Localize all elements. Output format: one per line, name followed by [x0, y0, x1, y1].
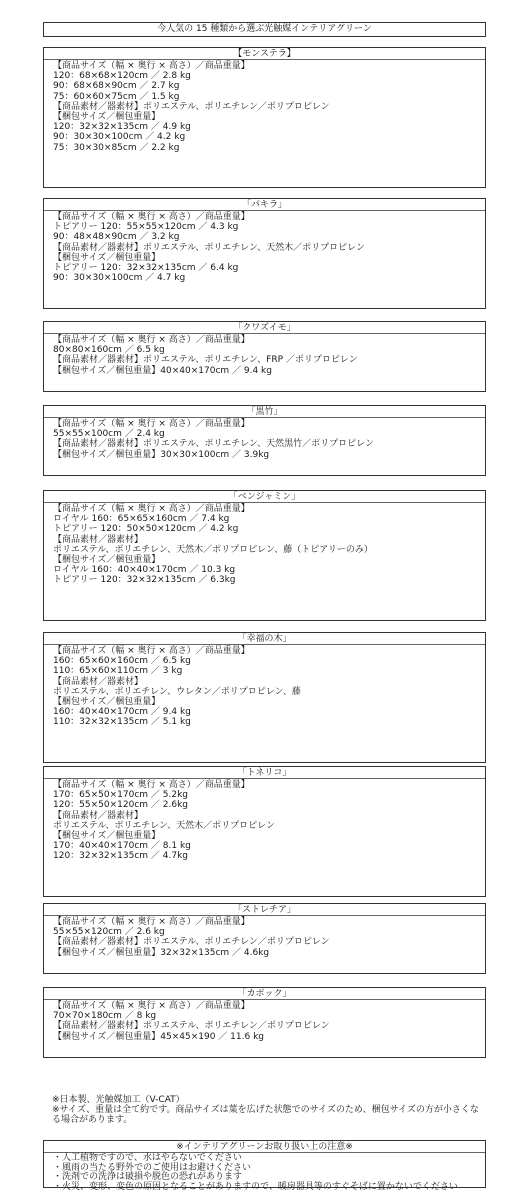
spec-line: 【商品素材／器素材】ポリエステル、ポリエチレン、天然木／ポリプロピレン: [53, 242, 365, 253]
product-spec-list: [44, 1000, 485, 1042]
spec-line: 【梱包サイズ／梱包重量】45×45×190 ／ 11.6 kg: [53, 1031, 264, 1042]
page-title: 今人気の 15 種類から選ぶ光触媒インテリアグリーン: [43, 22, 486, 37]
spec-line: トピアリー 120：55×55×120cm ／ 4.3 kg: [53, 222, 239, 233]
spec-line: 110：32×32×135cm ／ 5.1 kg: [53, 717, 191, 728]
product-box: [43, 47, 486, 188]
product-name: 「ストレチア」: [44, 904, 485, 916]
care-item: ・洗剤での洗浄は破損や脱色の恐れがあります: [53, 1172, 243, 1183]
care-title: ※インテリアグリーンお取り扱い上の注意※: [44, 1141, 485, 1153]
spec-line: 90：30×30×100cm ／ 4.2 kg: [53, 132, 186, 143]
product-spec-list: [44, 418, 485, 460]
spec-line: 55×55×100cm ／ 2.4 kg: [53, 429, 165, 440]
spec-line: 【梱包サイズ／梱包重量】40×40×170cm ／ 9.4 kg: [53, 365, 272, 376]
spec-line: トピアリー 120：50×50×120cm ／ 4.2 kg: [53, 524, 239, 535]
product-name: 「ベンジャミン」: [44, 491, 485, 503]
spec-line: 170：65×50×170cm ／ 5.2kg: [53, 790, 189, 801]
spec-line: 【商品サイズ（幅 × 奥行 × 高さ）／商品重量】: [53, 419, 250, 429]
product-name: 【モンステラ】: [44, 48, 485, 60]
spec-line: 【商品サイズ（幅 × 奥行 × 高さ）／商品重量】: [53, 61, 250, 71]
product-box: [43, 321, 486, 392]
product-spec-list: [44, 779, 485, 862]
spec-line: 【商品素材／器素材】ポリエステル、ポリエチレン／ポリプロピレン: [53, 937, 330, 948]
spec-line: トピアリー 120：32×32×135cm ／ 6.3kg: [53, 575, 236, 586]
spec-line: 【商品サイズ（幅 × 奥行 × 高さ）／商品重量】: [53, 646, 250, 656]
spec-line: 70×70×180cm ／ 8 kg: [53, 1011, 157, 1022]
product-name: 「トネリコ」: [44, 767, 485, 779]
product-box: [43, 405, 486, 476]
spec-line: ロイヤル 160：65×65×160cm ／ 7.4 kg: [53, 514, 230, 525]
spec-line: ポリエステル、ポリエチレン、天然木／ポリプロピレン、藤（トピアリーのみ）: [53, 544, 373, 555]
spec-line: 【商品サイズ（幅 × 奥行 × 高さ）／商品重量】: [53, 1001, 250, 1011]
product-spec-list: [44, 503, 485, 586]
product-box: [43, 632, 486, 763]
spec-line: 【商品サイズ（幅 × 奥行 × 高さ）／商品重量】: [53, 212, 250, 222]
note-line: ※日本製、光触媒加工（V-CAT）: [52, 1095, 185, 1105]
note-line: ※サイズ、重量は全て約です。商品サイズは葉を広げた状態でのサイズのため、梱包サイズの方が小さくなる場合があります。: [52, 1105, 479, 1126]
spec-line: 【商品素材／器素材】: [53, 676, 144, 687]
spec-line: 【梱包サイズ／梱包重量】: [53, 554, 161, 565]
spec-line: 【商品素材／器素材】ポリエステル、ポリエチレン、FRP ／ポリプロピレン: [53, 355, 358, 366]
product-spec-list: [44, 916, 485, 958]
product-box: [43, 198, 486, 309]
spec-line: 90：68×68×90cm ／ 2.7 kg: [53, 81, 180, 92]
product-name: 「黒竹」: [44, 406, 485, 418]
spec-line: 160：65×60×160cm ／ 6.5 kg: [53, 656, 191, 667]
product-box: [43, 766, 486, 897]
spec-line: 【商品素材／器素材】: [53, 534, 144, 545]
spec-line: 120：55×50×120cm ／ 2.6kg: [53, 800, 189, 811]
spec-line: 75：60×60×75cm ／ 1.5 kg: [53, 91, 180, 102]
product-spec-list: [44, 211, 485, 283]
spec-line: ポリエステル、ポリエチレン、ウレタン／ポリプロピレン、藤: [53, 686, 301, 697]
product-box: [43, 903, 486, 974]
care-item: ・人工植物ですので、水はやらないでください: [53, 1153, 242, 1163]
spec-line: 170：40×40×170cm ／ 8.1 kg: [53, 841, 191, 852]
care-item: ・火災、変形、変色の原因となることがありますので、暖房器具等のすぐそばに置かないでください: [53, 1181, 458, 1192]
care-box: [43, 1140, 486, 1192]
spec-line: 【梱包サイズ／梱包重量】32×32×135cm ／ 4.6kg: [53, 947, 270, 958]
spec-line: 120：32×32×135cm ／ 4.7kg: [53, 851, 189, 862]
product-box: [43, 987, 486, 1058]
spec-line: 80×80×160cm ／ 6.5 kg: [53, 345, 165, 356]
product-spec-list: [44, 645, 485, 728]
spec-line: 90：48×48×90cm ／ 3.2 kg: [53, 232, 180, 243]
spec-line: 【商品素材／器素材】ポリエステル、ポリエチレン／ポリプロピレン: [53, 101, 330, 112]
product-name: 「カポック」: [44, 988, 485, 1000]
product-spec-list: [44, 60, 485, 153]
spec-line: 【商品素材／器素材】: [53, 810, 144, 821]
product-box: [43, 490, 486, 621]
spec-line: 【商品サイズ（幅 × 奥行 × 高さ）／商品重量】: [53, 335, 250, 345]
spec-line: トピアリー 120：32×32×135cm ／ 6.4 kg: [53, 262, 239, 273]
spec-line: 160：40×40×170cm ／ 9.4 kg: [53, 707, 191, 718]
spec-line: 【商品素材／器素材】ポリエステル、ポリエチレン、天然黒竹／ポリプロピレン: [53, 439, 374, 450]
spec-line: 【商品サイズ（幅 × 奥行 × 高さ）／商品重量】: [53, 917, 250, 927]
spec-line: 【梱包サイズ／梱包重量】: [53, 252, 161, 263]
spec-line: 【商品素材／器素材】ポリエステル、ポリエチレン／ポリプロピレン: [53, 1021, 330, 1032]
spec-line: ロイヤル 160：40×40×170cm ／ 10.3 kg: [53, 565, 236, 576]
spec-line: 【梱包サイズ／梱包重量】: [53, 111, 161, 122]
spec-line: 55×55×120cm ／ 2.6 kg: [53, 927, 165, 938]
spec-line: 110：65×60×110cm ／ 3 kg: [53, 666, 183, 677]
spec-line: 75：30×30×85cm ／ 2.2 kg: [53, 142, 180, 153]
spec-line: 【梱包サイズ／梱包重量】: [53, 696, 161, 707]
product-name: 「幸福の木」: [44, 633, 485, 645]
care-list: [44, 1153, 485, 1192]
spec-line: 【商品サイズ（幅 × 奥行 × 高さ）／商品重量】: [53, 504, 250, 514]
spec-line: 120：32×32×135cm ／ 4.9 kg: [53, 122, 191, 133]
product-name: 「クワズイモ」: [44, 322, 485, 334]
care-item: ・風雨の当たる野外でのご使用はお避けください: [53, 1162, 252, 1173]
spec-line: 【梱包サイズ／梱包重量】30×30×100cm ／ 3.9kg: [53, 449, 270, 460]
spec-line: 120：68×68×120cm ／ 2.8 kg: [53, 71, 191, 82]
notes: [52, 1095, 482, 1126]
product-name: 「パキラ」: [44, 199, 485, 211]
spec-line: 90：30×30×100cm ／ 4.7 kg: [53, 273, 186, 284]
product-spec-list: [44, 334, 485, 376]
spec-line: 【商品サイズ（幅 × 奥行 × 高さ）／商品重量】: [53, 780, 250, 790]
spec-line: 【梱包サイズ／梱包重量】: [53, 830, 161, 841]
spec-line: ポリエステル、ポリエチレン、天然木／ポリプロピレン: [53, 820, 275, 831]
